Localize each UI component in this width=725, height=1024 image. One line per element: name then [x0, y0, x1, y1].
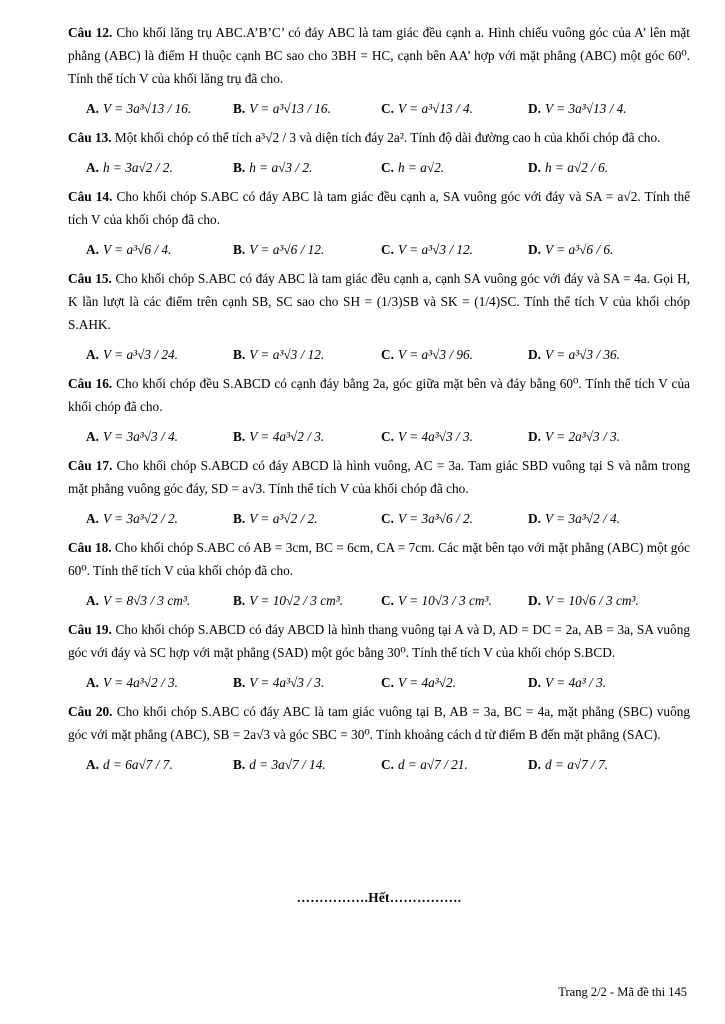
- question-body: Một khối chóp có thể tích a³√2 / 3 và diện tích đáy 2a². Tính độ dài đường cao h của khối chóp đã cho.: [114, 130, 661, 145]
- answer-option[interactable]: [528, 345, 620, 365]
- answer-option[interactable]: [233, 591, 343, 611]
- question-body: Cho khối chóp S.ABC có đáy ABC là tam giác vuông tại B, AB = 3a, BC = 4a, mặt phẳng (SBC) vuông góc với mặt phẳng (ABC), SB = 2a√3 và góc SBC = 30⁰. Tính khoảng cách d từ điểm B đến mặt phẳng (SAC).: [68, 704, 691, 742]
- option-value: V = a³√6 / 12.: [249, 242, 325, 257]
- option-value: V = 4a³√3 / 3.: [249, 675, 325, 690]
- option-value: h = 3a√2 / 2.: [102, 160, 173, 175]
- option-label: B.: [233, 757, 246, 772]
- option-label: D.: [528, 593, 541, 608]
- option-value: h = a√2 / 6.: [544, 160, 609, 175]
- option-value: d = 3a√7 / 14.: [249, 757, 326, 772]
- option-value: V = a³√2 / 2.: [249, 511, 318, 526]
- answer-option[interactable]: [528, 755, 608, 775]
- question-block: [68, 267, 690, 370]
- question-block: [68, 185, 690, 265]
- question-label: Câu 13.: [68, 130, 112, 145]
- option-value: V = 3a³√2 / 4.: [544, 511, 620, 526]
- page-footer: Trang 2/2 - Mã đề thi 145: [558, 985, 687, 999]
- question-body: Cho khối chóp S.ABCD có đáy ABCD là hình vuông, AC = 3a. Tam giác SBD vuông tại S và nằm trong mặt phẳng vuông góc đáy, SD = a√3. Tính thể tích V của khối chóp đã cho.: [68, 458, 691, 496]
- answer-option[interactable]: [381, 509, 473, 529]
- question-body: Cho khối chóp S.ABC có đáy ABC là tam giác đều cạnh a, SA vuông góc với đáy và SA = a√2. Tính thể tích V của khối chóp đã cho.: [68, 189, 690, 227]
- option-value: V = 3a³√2 / 2.: [102, 511, 178, 526]
- option-label: D.: [528, 675, 541, 690]
- answer-option[interactable]: [528, 427, 620, 447]
- option-label: C.: [381, 101, 394, 116]
- option-label: C.: [381, 757, 394, 772]
- question-body: Cho khối chóp S.ABC có AB = 3cm, BC = 6cm, CA = 7cm. Các mặt bên tạo với mặt phẳng (ABC) một góc 60⁰. Tính thể tích V của khối chóp đã cho.: [68, 540, 690, 578]
- option-value: V = 4a³√2 / 3.: [249, 429, 325, 444]
- option-label: D.: [528, 757, 541, 772]
- option-value: V = 3a³√3 / 4.: [102, 429, 178, 444]
- question-block: [68, 700, 690, 780]
- question-text: [68, 700, 690, 746]
- answer-option[interactable]: [381, 673, 456, 693]
- question-text: [68, 536, 690, 582]
- answer-options: [68, 668, 690, 698]
- question-text: [68, 126, 690, 149]
- option-value: V = 3a³√13 / 4.: [544, 101, 627, 116]
- answer-option[interactable]: [528, 673, 606, 693]
- option-value: V = 3a³√6 / 2.: [397, 511, 473, 526]
- answer-options: [68, 504, 690, 534]
- option-label: B.: [233, 675, 246, 690]
- answer-option[interactable]: [233, 509, 318, 529]
- option-value: V = 2a³√3 / 3.: [544, 429, 620, 444]
- answer-option[interactable]: [233, 158, 312, 178]
- option-label: D.: [528, 347, 541, 362]
- option-value: V = a³√13 / 16.: [249, 101, 331, 116]
- question-block: [68, 536, 690, 616]
- option-label: D.: [528, 429, 541, 444]
- option-value: V = a³√3 / 12.: [397, 242, 473, 257]
- question-block: [68, 454, 690, 534]
- option-label: D.: [528, 511, 541, 526]
- option-value: V = a³√6 / 4.: [102, 242, 172, 257]
- option-label: A.: [86, 675, 99, 690]
- answer-option[interactable]: [381, 158, 444, 178]
- answer-option[interactable]: [86, 755, 173, 775]
- option-value: V = 8√3 / 3 cm³.: [102, 593, 191, 608]
- option-value: V = a³√3 / 24.: [102, 347, 178, 362]
- question-label: Câu 18.: [68, 540, 112, 555]
- question-label: Câu 17.: [68, 458, 113, 473]
- answer-option[interactable]: [233, 427, 324, 447]
- answer-option[interactable]: [233, 345, 324, 365]
- answer-option[interactable]: [233, 240, 324, 260]
- question-label: Câu 20.: [68, 704, 113, 719]
- answer-option[interactable]: [381, 755, 468, 775]
- option-label: B.: [233, 242, 246, 257]
- question-label: Câu 15.: [68, 271, 112, 286]
- question-body: Cho khối chóp đều S.ABCD có cạnh đáy bằng 2a, góc giữa mặt bên và đáy bằng 60⁰. Tính thể tích V của khối chóp đã cho.: [68, 376, 691, 414]
- answer-option[interactable]: [528, 158, 608, 178]
- option-label: B.: [233, 347, 246, 362]
- answer-option[interactable]: [233, 673, 324, 693]
- question-text: [68, 454, 690, 500]
- option-label: B.: [233, 593, 246, 608]
- option-label: C.: [381, 242, 394, 257]
- option-value: V = 4a³ / 3.: [544, 675, 607, 690]
- question-text: [68, 372, 690, 418]
- option-label: C.: [381, 347, 394, 362]
- option-value: V = 4a³√2 / 3.: [102, 675, 178, 690]
- option-value: V = a³√3 / 36.: [544, 347, 620, 362]
- option-label: A.: [86, 347, 99, 362]
- option-label: B.: [233, 511, 246, 526]
- option-label: C.: [381, 593, 394, 608]
- option-label: C.: [381, 429, 394, 444]
- end-marker: …………….Hết…………….: [296, 890, 462, 905]
- question-text: [68, 618, 690, 664]
- option-value: h = a√3 / 2.: [249, 160, 313, 175]
- option-label: A.: [86, 593, 99, 608]
- option-value: V = 4a³√2.: [397, 675, 456, 690]
- option-label: B.: [233, 429, 246, 444]
- option-label: A.: [86, 511, 99, 526]
- option-value: d = a√7 / 21.: [397, 757, 468, 772]
- answer-option[interactable]: [86, 427, 178, 447]
- answer-option[interactable]: [86, 509, 178, 529]
- question-body: Cho khối chóp S.ABC có đáy ABC là tam giác đều cạnh a, cạnh SA vuông góc với đáy và SA = 4a. Gọi H, K lần lượt là các điểm trên cạnh SB, SC sao cho SH = (1/3)SB và SK = (1/4)SC. Tính thể tích V của khối chóp S.AHK.: [68, 271, 691, 332]
- answer-option[interactable]: [528, 591, 639, 611]
- question-text: [68, 21, 690, 90]
- answer-option[interactable]: [381, 345, 473, 365]
- question-body: Cho khối chóp S.ABCD có đáy ABCD là hình thang vuông tại A và D, AD = DC = 2a, AB = 3a, SA vuông góc với đáy và SC hợp với mặt phẳng (SAD) một góc bằng 30⁰. Tính thể tích V của khối chóp S.BCD.: [68, 622, 691, 660]
- answer-option[interactable]: [86, 345, 178, 365]
- answer-option[interactable]: [86, 673, 178, 693]
- option-label: C.: [381, 160, 394, 175]
- option-value: d = a√7 / 7.: [544, 757, 609, 772]
- option-value: V = a³√6 / 6.: [544, 242, 614, 257]
- question-text: [68, 185, 690, 231]
- option-value: h = a√2.: [397, 160, 445, 175]
- option-value: V = a³√13 / 4.: [397, 101, 473, 116]
- answer-option[interactable]: [528, 509, 620, 529]
- answer-options: [68, 235, 690, 265]
- question-block: [68, 618, 690, 698]
- option-label: D.: [528, 160, 541, 175]
- answer-option[interactable]: [86, 240, 171, 260]
- answer-option[interactable]: [86, 158, 173, 178]
- option-label: A.: [86, 757, 99, 772]
- answer-option[interactable]: [381, 99, 473, 119]
- option-label: D.: [528, 101, 541, 116]
- option-label: D.: [528, 242, 541, 257]
- question-list: [68, 21, 690, 782]
- answer-options: [68, 94, 690, 124]
- question-label: Câu 14.: [68, 189, 113, 204]
- option-label: A.: [86, 242, 99, 257]
- option-label: B.: [233, 160, 246, 175]
- option-label: A.: [86, 160, 99, 175]
- answer-options: [68, 340, 690, 370]
- option-label: A.: [86, 429, 99, 444]
- question-label: Câu 19.: [68, 622, 112, 637]
- option-value: V = 3a³√13 / 16.: [102, 101, 192, 116]
- question-block: [68, 372, 690, 452]
- question-block: [68, 126, 690, 183]
- option-value: V = a³√3 / 96.: [397, 347, 473, 362]
- answer-options: [68, 153, 690, 183]
- answer-option[interactable]: [86, 99, 191, 119]
- answer-option[interactable]: [381, 427, 473, 447]
- option-value: d = 6a√7 / 7.: [102, 757, 173, 772]
- option-value: V = 10√6 / 3 cm³.: [544, 593, 639, 608]
- answer-options: [68, 586, 690, 616]
- answer-options: [68, 422, 690, 452]
- option-label: C.: [381, 675, 394, 690]
- question-body: Cho khối lăng trụ ABC.A’B’C’ có đáy ABC là tam giác đều cạnh a. Hình chiếu vuông góc của A’ lên mặt phẳng (ABC) là điểm H thuộc cạnh BC sao cho 3BH = HC, cạnh bên AA’ hợp với mặt phẳng (ABC) một góc 60⁰. Tính thể tích V của khối lăng trụ đã cho.: [68, 25, 691, 86]
- option-value: V = 10√3 / 3 cm³.: [397, 593, 492, 608]
- question-label: Câu 12.: [68, 25, 113, 40]
- answer-option[interactable]: [233, 755, 326, 775]
- option-label: B.: [233, 101, 246, 116]
- answer-option[interactable]: [86, 591, 190, 611]
- option-value: V = 10√2 / 3 cm³.: [249, 593, 344, 608]
- answer-option[interactable]: [381, 591, 492, 611]
- option-value: V = a³√3 / 12.: [249, 347, 325, 362]
- option-label: A.: [86, 101, 99, 116]
- answer-option[interactable]: [528, 240, 613, 260]
- option-label: C.: [381, 511, 394, 526]
- question-block: [68, 21, 690, 124]
- option-value: V = 4a³√3 / 3.: [397, 429, 473, 444]
- answer-option[interactable]: [381, 240, 473, 260]
- answer-options: [68, 750, 690, 780]
- question-text: [68, 267, 690, 336]
- answer-option[interactable]: [528, 99, 627, 119]
- answer-option[interactable]: [233, 99, 331, 119]
- question-label: Câu 16.: [68, 376, 113, 391]
